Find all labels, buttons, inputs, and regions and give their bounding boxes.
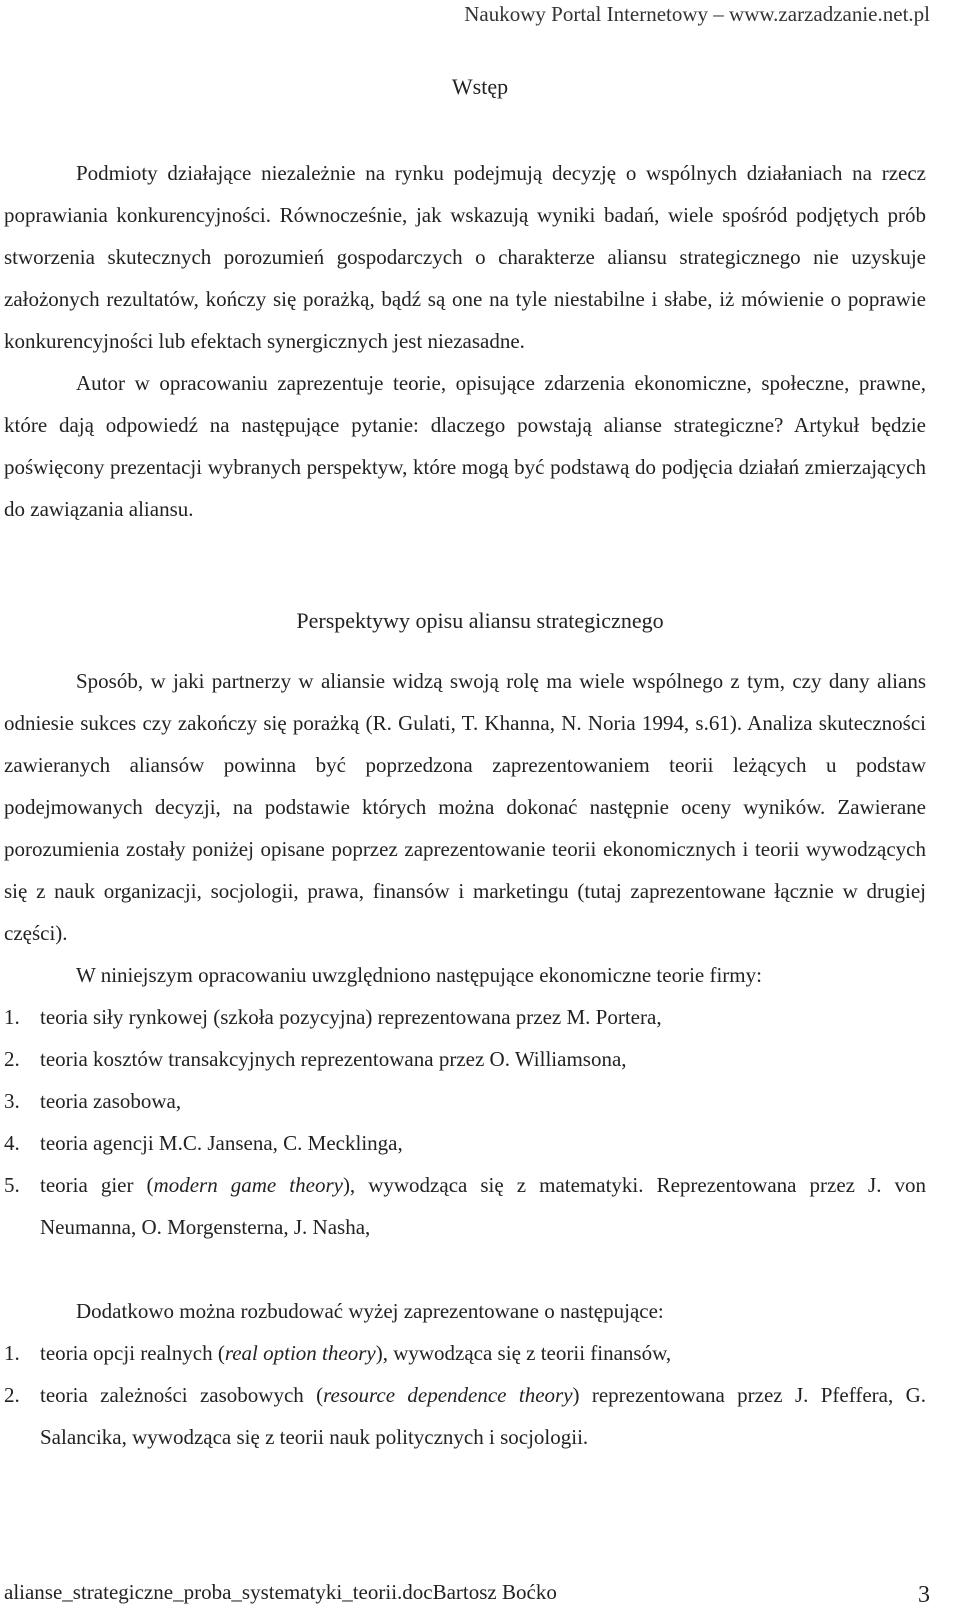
page-number: 3 [918, 1582, 930, 1608]
intro-paragraph-1: Podmioty działające niezależnie na rynku podejmują decyzję o wspólnych działaniach na rzecz poprawiania konkurencyjności. Równocześnie, jak wskazują wyniki badań, wiele spośród podjętych prób stworzenia skutecznych porozumień gospodarczych o charakterze aliansu strategicznego nie uzyskuje założonych rezultatów, kończy się porażką, bądź są one na tyle niestabilne i słabe, iż mówienie o poprawie konkurencyjności lub efektach synergicznych jest niezasadne. [4, 161, 926, 353]
list-item: 5. teoria gier (modern game theory), wywodząca się z matematyki. Reprezentowana przez J. von Neumanna, O. Morgensterna, J. Nasha, [4, 1173, 926, 1239]
page-footer: alianse_strategiczne_proba_systematyki_teorii.docBartosz Boćko [4, 1580, 557, 1604]
additional-section [4, 1290, 926, 1458]
list-item: 4. teoria agencji M.C. Jansena, C. Mecklinga, [4, 1131, 403, 1155]
section-paragraph-1: Sposób, w jaki partnerzy w aliansie widzą swoją rolę ma wiele wspólnego z tym, czy dany alians odniesie sukces czy zakończy się porażką (R. Gulati, T. Khanna, N. Noria 1994, s.61). Analiza skuteczności zawieranych aliansów powinna być poprzedzona zaprezentowaniem teorii leżących u podstaw podejmowanych decyzji, na podstawie których można dokonać następnie oceny wyników. Zawierane porozumienia zostały poniżej opisane poprzez zaprezentowanie teorii ekonomicznych i teorii wywodzących się z nauk organizacji, socjologii, prawa, finansów i marketingu (tutaj zaprezentowane łącznie w drugiej części). [4, 669, 926, 945]
list-item: 1. teoria opcji realnych (real option theory), wywodząca się z teorii finansów, [4, 1341, 672, 1365]
list-item: 1. teoria siły rynkowej (szkoła pozycyjna) reprezentowana przez M. Portera, [4, 1005, 662, 1029]
section-body [4, 660, 926, 1248]
list-item: 2. teoria zależności zasobowych (resource dependence theory) reprezentowana przez J. Pfeffera, G. Salancika, wywodząca się z teorii nauk politycznych i socjologii. [4, 1383, 926, 1449]
list2-intro: Dodatkowo można rozbudować wyżej zaprezentowane o następujące: [76, 1299, 664, 1323]
economic-theories-list [4, 996, 926, 1248]
list1-intro: W niniejszym opracowaniu uwzględniono następujące ekonomiczne teorie firmy: [76, 963, 762, 987]
intro-title: Wstęp [451, 74, 509, 99]
additional-theories-list [4, 1332, 926, 1458]
intro-section [4, 152, 926, 530]
section-title: Perspektywy opisu aliansu strategicznego [296, 608, 664, 633]
page-header: Naukowy Portal Internetowy – www.zarzadzanie.net.pl [464, 2, 930, 26]
list-item: 2. teoria kosztów transakcyjnych reprezentowana przez O. Williamsona, [4, 1047, 627, 1071]
list-item: 3. teoria zasobowa, [4, 1089, 182, 1113]
intro-paragraph-2: Autor w opracowaniu zaprezentuje teorie, opisujące zdarzenia ekonomiczne, społeczne, prawne, które dają odpowiedź na następujące pytanie: dlaczego powstają alianse strategiczne? Artykuł będzie poświęcony prezentacji wybranych perspektyw, które mogą być podstawą do podjęcia działań zmierzających do zawiązania aliansu. [4, 371, 926, 521]
